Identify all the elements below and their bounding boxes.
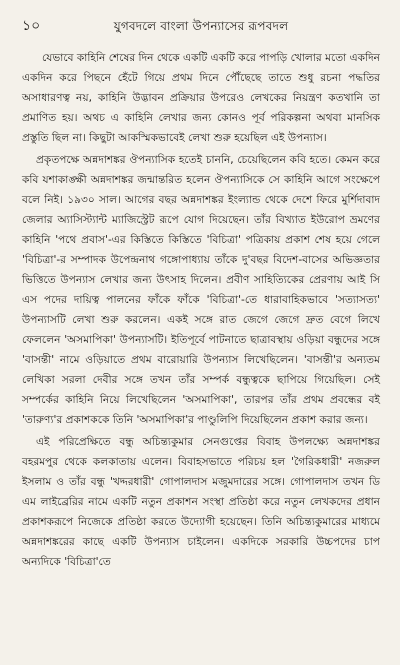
page-header bbox=[22, 14, 380, 36]
paragraph: এই পরিপ্রেক্ষিতে বন্ধু অচিন্ত্যকুমার সেনগুপ্তের বিবাহ উপলক্ষ্যে অন্নদাশঙ্কর বহরমপুর থেকে কলকাতায় এলেন। বিবাহসভাতে পরিচয় হল 'গৈরিকধারী' নজরুল ইসলাম ও তাঁর বন্ধু 'খদ্দরধারী' গোপালদাস মজুমদারের সঙ্গে। গোপালদাস তখন ডি এম লাইব্রেরির নামে একটি নতুন প্রকাশন সংস্থা প্রতিষ্ঠা করে নতুন লেখকদের প্রধান প্রকাশকরূপে নিজেকে প্রতিষ্ঠা করতে উদ্যোগী হয়েছেন। তিনি অচিন্ত্যকুমারের মাধ্যমে অন্নদাশঙ্করের কাছে একটি উপন্যাস চাইলেন। একদিকে সরকারি উচ্চপদের চাপ অন্যদিকে 'বিচিত্রা'তে bbox=[22, 436, 380, 568]
paragraph: যেভাবে কাহিনি শেষের দিন থেকে একটি একটি করে পাপড়ি খোলার মতো একদিন একদিন করে পিছনে হেঁটে গিয়ে প্রথম দিনে পৌঁছেছে তাতে শুধু রচনা পদ্ধতির অসাধারণত্ব নয়, কাহিনি উদ্ভাবন প্রক্রিয়ার উপরেও লেখকের নিয়ন্ত্রণ কতখানি তা প্রমাণিত হয়। অথচ এ কাহিনি লেখার জন্য কোনও পূর্ব পরিকল্পনা অথবা মানসিক প্রস্তুতি ছিল না। কিছুটা আকস্মিকভাবেই লেখা শুরু হয়েছিল এই উপন্যাস। bbox=[22, 52, 380, 144]
page-number: ১০ bbox=[22, 18, 41, 34]
running-title: যুগবদলে বাংলা উপন্যাসের রূপবদল bbox=[113, 19, 289, 33]
paragraph: প্রকৃতপক্ষে অন্নদাশঙ্কর ঔপন্যাসিক হতেই চাননি, চেয়েছিলেন কবি হতে। কেমন করে কবি যশাকাঙ্ক্ষী অন্নদাশঙ্কর জন্মান্তরিত হলেন ঔপন্যাসিকে সে কাহিনি আগে সংক্ষেপে বলে নিই। ১৯৩০ সাল। আগের বছর অন্নদাশঙ্কর ইংল্যান্ড থেকে দেশে ফিরে মুর্শিদাবাদ জেলার অ্যাসিস্ট্যান্ট ম্যাজিস্ট্রেট রূপে যোগ দিয়েছেন। তাঁর বিখ্যাত ইউরোপ ভ্রমণের কাহিনি 'পথে প্রবাস'-এর কিস্তিতে কিস্তিতে 'বিচিত্রা' পত্রিকায় প্রকাশ শেষ হয়ে গেলে 'বিচিত্রা'-র সম্পাদক উপেন্দ্রনাথ গঙ্গোপাধ্যায় তাঁকে দু'বছর বিদেশ-বাসের অভিজ্ঞতার ভিত্তিতে উপন্যাস লেখার জন্য উৎসাহ দিলেন। প্রবীণ সাহিত্যিকের প্রেরণায় আই সি এস পদের দায়িত্ব পালনের ফাঁকে ফাঁকে 'বিচিত্রা'-তে ধারাবাহিকভাবে 'সত্যাসত্য' উপন্যাসটি লেখা শুরু করলেন। একই সঙ্গে রাত জেগে জেগে দ্রুত বেগে লিখে ফেললেন 'অসমাপিকা' উপন্যাসটি। ইতিপূর্বে পাটনাতে ছাত্রাবস্থায় ওড়িয়া বন্ধুদের সঙ্গে 'বাসন্তী' নামে ওড়িয়াতে প্রথম বারোয়ারি উপন্যাস লিখেছিলেন। 'বাসন্তী'র অন্যতম লেখিকা সরলা দেবীর সঙ্গে তখন তাঁর সম্পর্ক বন্ধুত্বকে ছাপিয়ে গিয়েছিল। সেই সম্পর্কের কাহিনি নিয়ে লিখেছিলেন 'অসমাপিকা', তারপর তাঁর প্রথম প্রবন্ধের বই 'তারুণ্য'র প্রকাশককে তিনি 'অসমাপিকা'র পাণ্ডুলিপি দিয়েছিলেন প্রকাশ করার জন্য। bbox=[22, 154, 380, 426]
